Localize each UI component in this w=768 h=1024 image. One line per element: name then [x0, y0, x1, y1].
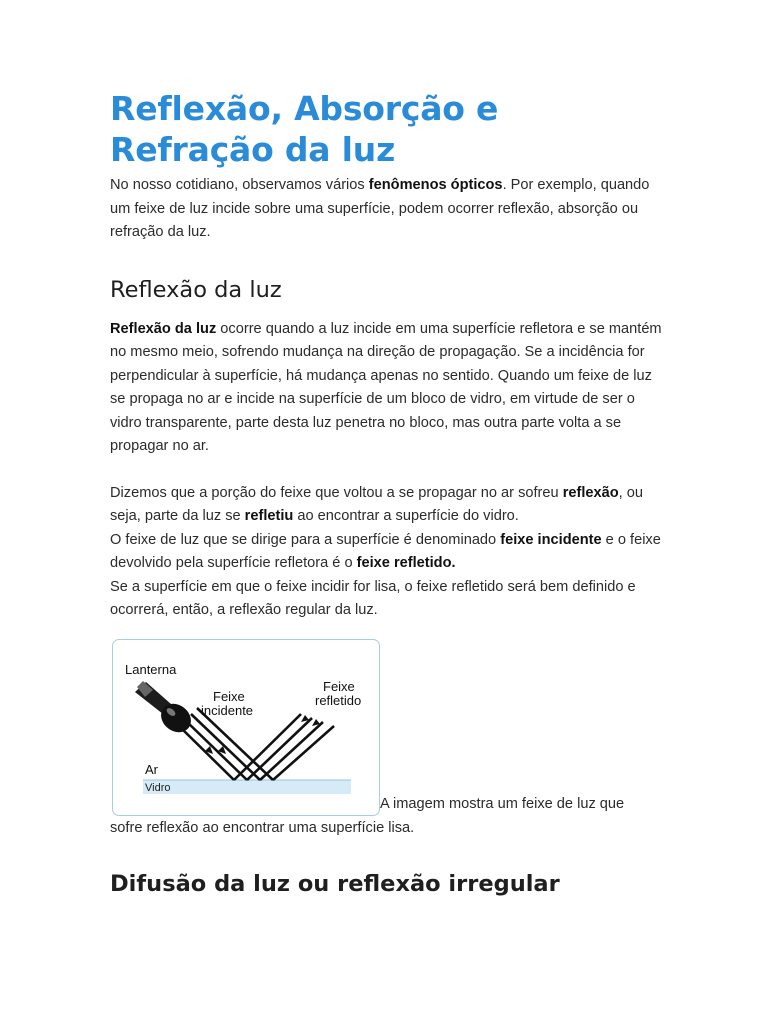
intro-text-after: . Por exemplo, quando um feixe de luz incide sobre uma superfície, podem ocorrer reflexão, absorção ou refração da luz.	[110, 177, 650, 240]
page-title: Reflexão, Absorção e Refração da luz	[110, 89, 499, 169]
p2-text-1: Dizemos que a porção do feixe que voltou a se propagar no ar sofreu	[110, 484, 563, 501]
figure-caption-line-1: A imagem mostra um feixe de luz que	[380, 796, 625, 812]
label-lanterna: Lanterna	[125, 661, 177, 677]
p2-bold-reflexao: reflexão	[562, 484, 619, 501]
section-heading-reflexao: Reflexão da luz	[110, 276, 282, 303]
label-ar: Ar	[145, 761, 158, 777]
p2-text-5: e o feixe devolvido pela superfície refletora é o	[110, 531, 661, 571]
intro-text-before: No nosso cotidiano, observamos vários	[110, 177, 369, 193]
p2-bold-feixe-refletido: feixe refletido.	[356, 555, 456, 571]
reflexao-paragraph-1	[110, 318, 670, 459]
p2-text-2: , ou seja, parte da luz se	[110, 484, 644, 524]
ray-arrowheads	[205, 715, 320, 754]
p2-bold-refletiu: refletiu	[244, 508, 294, 524]
p2-text-3: ao encontrar a superfície do vidro.	[293, 508, 519, 524]
reflexao-bold-term: Reflexão da luz	[110, 320, 217, 337]
intro-bold-term: fenômenos ópticos	[368, 177, 503, 193]
reflexao-paragraph-2	[110, 482, 670, 623]
section-heading-difusao: Difusão da luz ou reflexão irregular	[110, 871, 560, 897]
p2-text-4: O feixe de luz que se dirige para a superfície é denominado	[110, 531, 501, 548]
label-refletido-2: refletido	[315, 692, 362, 708]
label-refletido-1: Feixe	[323, 678, 355, 694]
reflection-diagram-svg	[113, 640, 379, 815]
label-vidro: Vidro	[145, 781, 171, 794]
glass-block	[143, 780, 351, 794]
p2-text-6: Se a superfície em que o feixe incidir for lisa, o feixe refletido será bem definido e ocorrerá, então, a reflexão regular da luz.	[110, 578, 636, 618]
flashlight-icon	[135, 681, 197, 738]
figure-caption-line-2: sofre reflexão ao encontrar uma superfície lisa.	[110, 819, 415, 836]
label-incidente-1: Feixe	[213, 688, 245, 704]
reflexao-paragraph-1-text: ocorre quando a luz incide em uma superfície refletora e se mantém no mesmo meio, sofrendo mudança na direção de propagação. Se a incidência for perpendicular à superfície, há mudança apenas no sentido. Quando um feixe de luz se propaga no ar e incide na superfície de um bloco de vidro, em virtude de ser o vidro transparente, parte desta luz penetra no bloco, mas outra parte volta a se propagar no ar.	[110, 320, 662, 454]
figure-row	[110, 639, 670, 817]
p2-bold-feixe-incidente: feixe incidente	[500, 531, 602, 548]
label-incidente-2: incidente	[201, 702, 254, 718]
reflection-diagram	[112, 639, 380, 816]
article-content	[110, 88, 670, 898]
intro-paragraph	[110, 174, 670, 245]
